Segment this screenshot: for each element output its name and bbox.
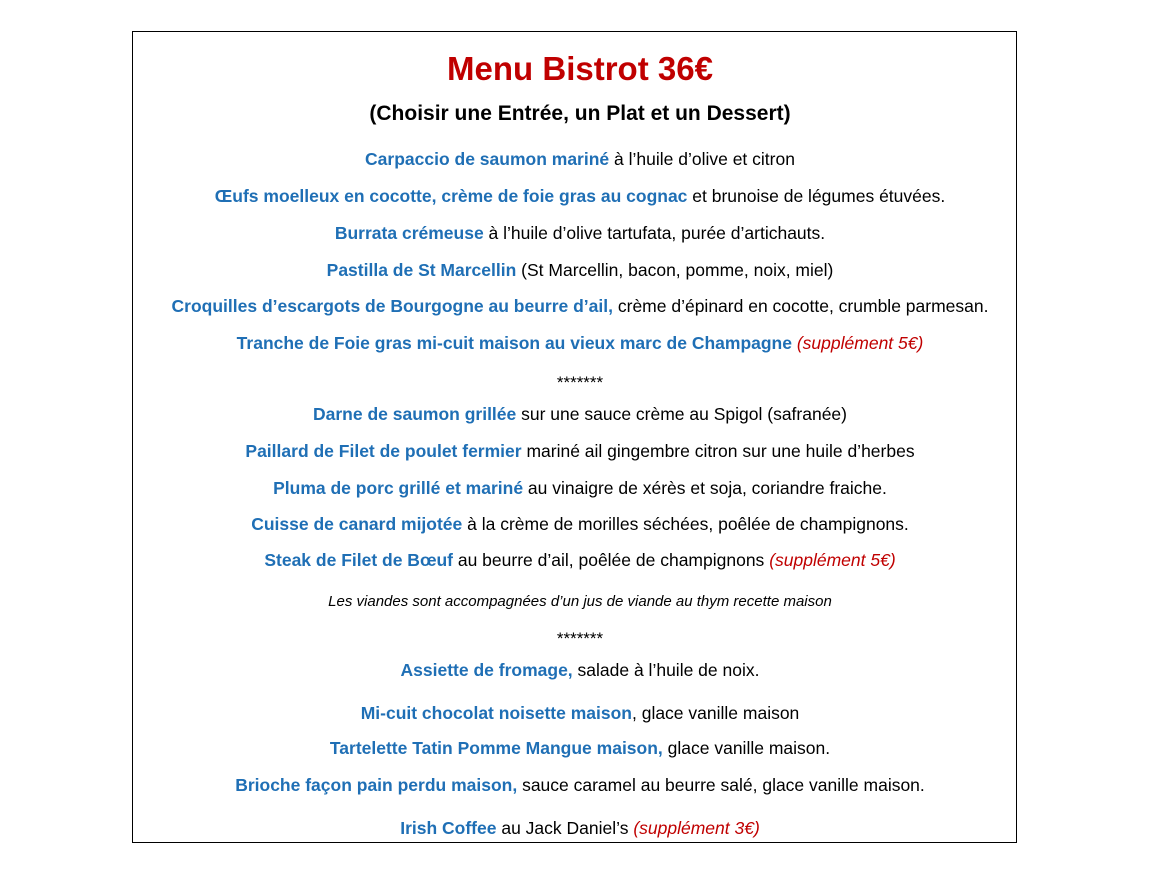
menu-title: Menu Bistrot 36€ <box>447 50 713 87</box>
dish-description: à la crème de morilles séchées, poêlée de champignons. <box>462 514 909 534</box>
dish-description: au beurre d’ail, poêlée de champignons <box>452 550 770 570</box>
plat-item <box>0 513 1160 535</box>
dish-description: au vinaigre de xérès et soja, coriandre fraiche. <box>523 478 887 498</box>
dish-name: Assiette de fromage, <box>400 660 573 680</box>
dish-name: Pastilla de St Marcellin <box>326 260 517 280</box>
dish-description: sur une sauce crème au Spigol (safranée) <box>516 404 847 424</box>
dish-description: et brunoise de légumes étuvées. <box>687 186 946 206</box>
dessert-item <box>0 659 1160 681</box>
dish-description: à l’huile d’olive et citron <box>609 149 795 169</box>
dish-name: Tartelette Tatin Pomme Mangue maison, <box>329 738 663 758</box>
supplement-label: (supplément 5€) <box>796 333 924 353</box>
plat-item <box>0 440 1160 462</box>
dish-description: glace vanille maison. <box>662 738 831 758</box>
dish-description: sauce caramel au beurre salé, glace vanille maison. <box>517 775 925 795</box>
dish-name: Burrata crémeuse <box>334 223 484 243</box>
dish-description: mariné ail gingembre citron sur une huile d’herbes <box>521 441 915 461</box>
entree-item <box>0 185 1160 207</box>
entree-item <box>0 148 1160 170</box>
dish-name: Croquilles d’escargots de Bourgogne au beurre d’ail, <box>171 296 613 316</box>
dish-description: à l’huile d’olive tartufata, purée d’artichauts. <box>483 223 826 243</box>
entree-item <box>0 259 1160 281</box>
dish-name: Irish Coffee <box>400 818 497 838</box>
dish-description: crème d’épinard en cocotte, crumble parmesan. <box>613 296 989 316</box>
dish-name: Tranche de Foie gras mi-cuit maison au vieux marc de Champagne <box>236 333 792 353</box>
dish-name: Brioche façon pain perdu maison, <box>235 775 518 795</box>
supplement-label: (supplément 5€) <box>769 550 896 570</box>
plat-item <box>0 403 1160 425</box>
section-separator: ******* <box>556 629 604 648</box>
dish-name: Paillard de Filet de poulet fermier <box>245 441 522 461</box>
plat-item <box>0 549 1160 571</box>
dish-description: , glace vanille maison <box>631 703 800 723</box>
menu-subtitle: (Choisir une Entrée, un Plat et un Dessert) <box>369 102 791 125</box>
entree-item <box>0 222 1160 244</box>
dish-name: Œufs moelleux en cocotte, crème de foie gras au cognac <box>214 186 688 206</box>
dessert-item <box>0 702 1160 724</box>
dessert-item <box>0 817 1160 839</box>
section-separator: ******* <box>556 373 604 392</box>
plat-item <box>0 477 1160 499</box>
dessert-item <box>0 737 1160 759</box>
entree-item <box>0 332 1160 354</box>
dish-name: Steak de Filet de Bœuf <box>264 550 453 570</box>
plats-note: Les viandes sont accompagnées d’un jus de viande au thym recette maison <box>328 593 832 610</box>
dish-description: salade à l’huile de noix. <box>572 660 760 680</box>
dessert-item <box>0 774 1160 796</box>
dish-name: Mi-cuit chocolat noisette maison <box>360 703 632 723</box>
dish-name: Carpaccio de saumon mariné <box>365 149 610 169</box>
supplement-label: (supplément 3€) <box>633 818 760 838</box>
dish-description: (St Marcellin, bacon, pomme, noix, miel) <box>516 260 834 280</box>
dish-name: Cuisse de canard mijotée <box>251 514 463 534</box>
entree-item <box>0 295 1160 317</box>
dish-name: Darne de saumon grillée <box>313 404 517 424</box>
dish-name: Pluma de porc grillé et mariné <box>273 478 524 498</box>
dish-description: au Jack Daniel’s <box>496 818 634 838</box>
